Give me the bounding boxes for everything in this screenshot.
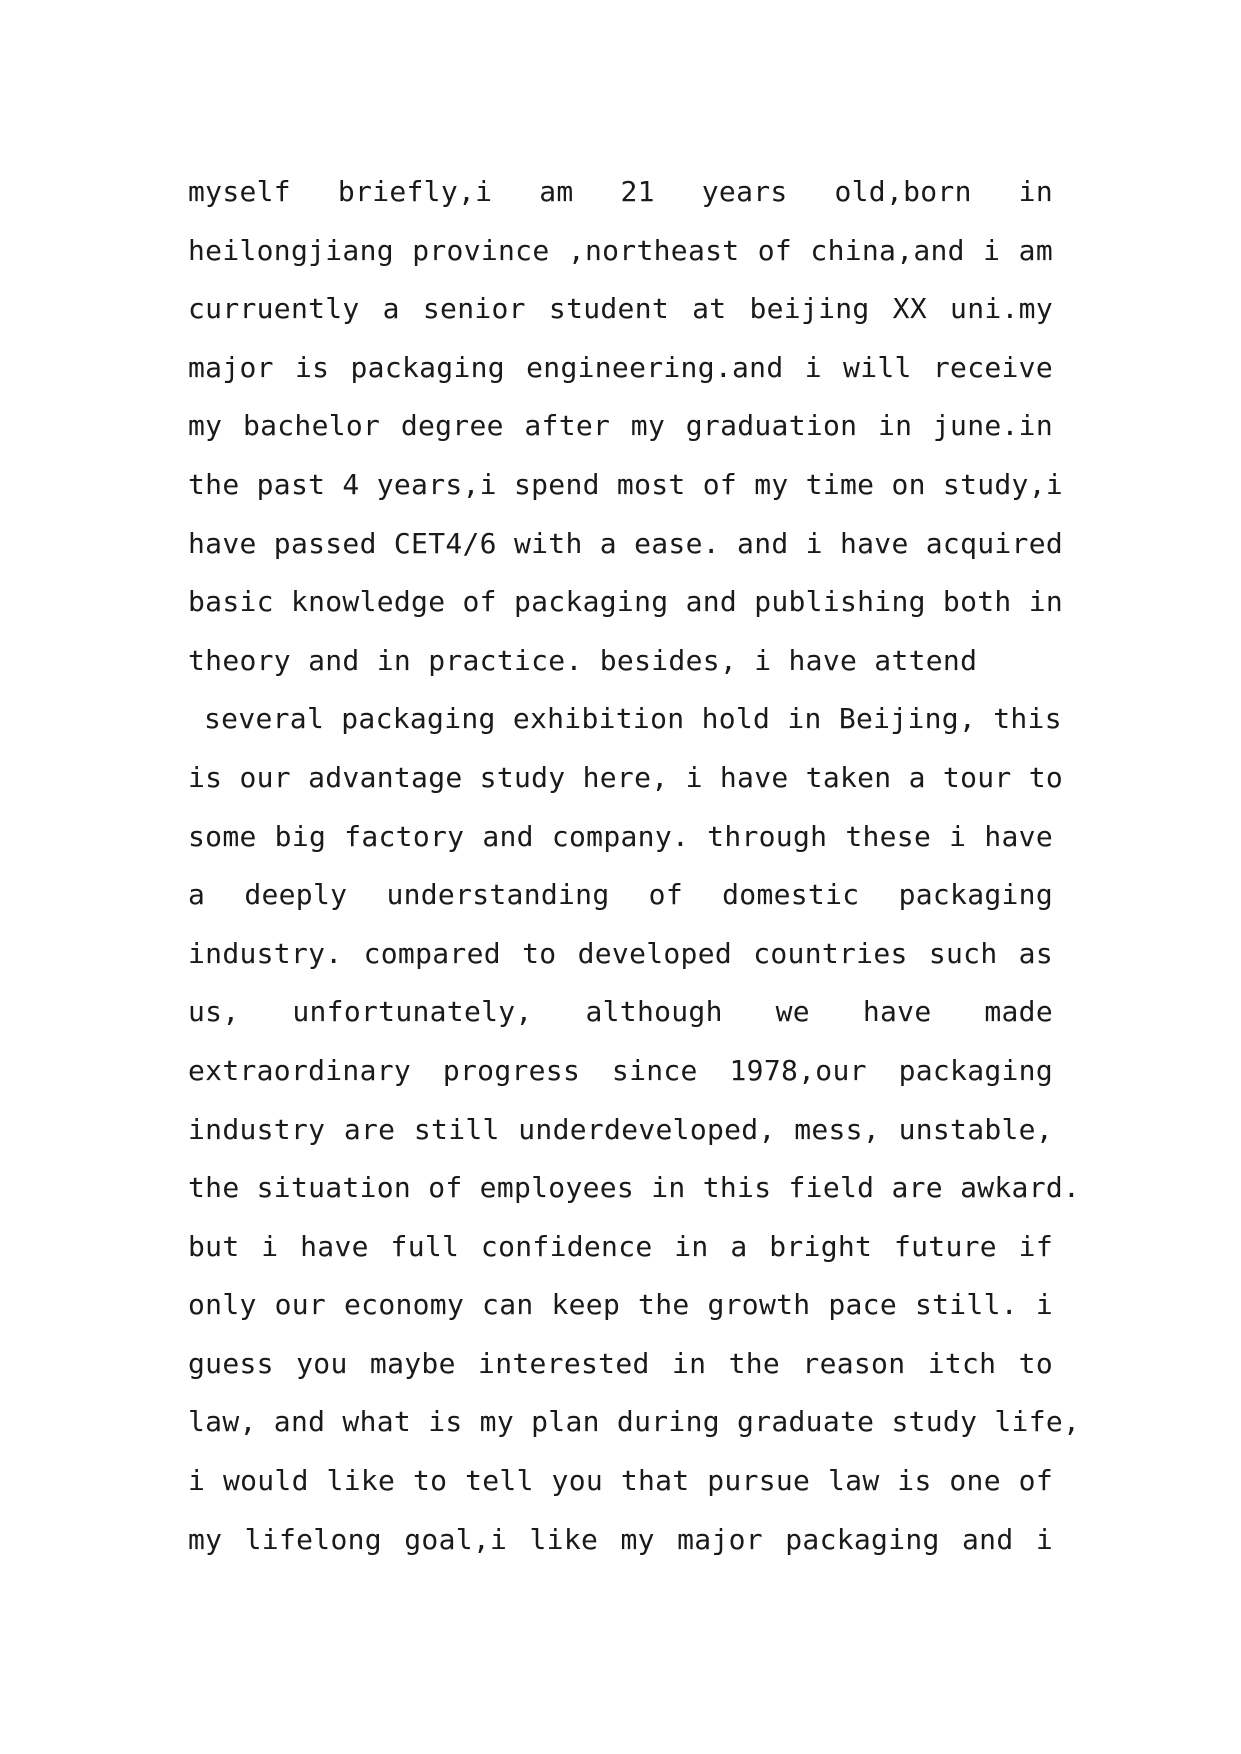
text-line: major is packaging engineering.and i will receive [188, 350, 1053, 384]
text-line: heilongjiang province ,northeast of china,and i am [188, 233, 1053, 267]
text-line: curruently a senior student at beijing XX uni.my [188, 292, 1053, 326]
text-line: theory and in practice. besides, i have attend [188, 643, 978, 677]
text-line: us, unfortunately, although we have made [188, 995, 1053, 1029]
text-line: my bachelor degree after my graduation in june.in [188, 409, 1053, 443]
text-line: extraordinary progress since 1978,our packaging [188, 1053, 1053, 1087]
text-line: i would like to tell you that pursue law is one of [188, 1464, 1053, 1498]
text-line: only our economy can keep the growth pace still. i [188, 1288, 1053, 1322]
text-line: industry. compared to developed countries such as [188, 936, 1053, 970]
text-line: but i have full confidence in a bright future if [188, 1229, 1053, 1263]
text-line: basic knowledge of packaging and publishing both in [188, 585, 1064, 619]
text-line: is our advantage study here, i have taken a tour to [188, 760, 1064, 794]
text-line: guess you maybe interested in the reason itch to [188, 1346, 1053, 1380]
text-line: myself briefly,i am 21 years old,born in [188, 175, 1053, 208]
text-line: my lifelong goal,i like my major packaging and i [188, 1522, 1053, 1556]
body-text [188, 163, 1081, 1569]
text-line: industry are still underdeveloped, mess, unstable, [188, 1112, 1053, 1146]
text-line: the past 4 years,i spend most of my time on study,i [188, 467, 1064, 501]
text-line: law, and what is my plan during graduate study life, [188, 1405, 1081, 1439]
text-line: the situation of employees in this field are awkard. [188, 1171, 1081, 1205]
text-line: a deeply understanding of domestic packaging [188, 878, 1053, 912]
text-line: several packaging exhibition hold in Beijing, this [204, 702, 1062, 736]
text-line: have passed CET4/6 with a ease. and i have acquired [188, 526, 1064, 560]
text-line: some big factory and company. through these i have [188, 819, 1053, 853]
